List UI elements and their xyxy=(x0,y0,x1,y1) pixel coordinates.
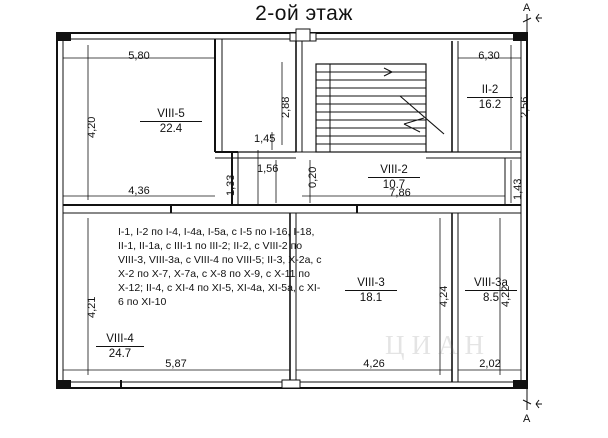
dim-mid-span: 7,86 xyxy=(389,187,411,199)
dim-vert-4-22: 4,22 xyxy=(500,285,512,307)
room-area: 8.5 xyxy=(465,290,517,305)
dim-inner-0-20: 0,20 xyxy=(307,166,319,188)
dim-inner-1-33: 1,33 xyxy=(225,174,237,196)
dim-bottom-mid: 4,26 xyxy=(363,358,385,370)
dim-top-right: 6,30 xyxy=(478,50,500,62)
page-title: 2-ой этаж xyxy=(255,2,353,25)
dim-inner-1-56: 1,56 xyxy=(257,163,279,175)
dim-bottom-left: 5,87 xyxy=(165,358,187,370)
dim-left-vert-top: 4,20 xyxy=(86,116,98,138)
room-area: 16.2 xyxy=(467,97,513,112)
room-area: 18.1 xyxy=(345,290,397,305)
room-label-viii-3 xyxy=(345,277,397,305)
room-label-viii-5 xyxy=(140,108,202,136)
dim-right-vert-1-43: 1,43 xyxy=(512,178,524,200)
dim-inner-1-45: 1,45 xyxy=(254,133,276,145)
room-label-ii-2 xyxy=(467,84,513,112)
room-name: VIII-4 xyxy=(106,333,134,345)
dim-right-vert-small: 2,56 xyxy=(519,96,531,118)
room-name: VIII-2 xyxy=(380,164,408,176)
room-area: 24.7 xyxy=(96,346,144,361)
room-name: VIII-3a xyxy=(474,277,508,289)
room-name: II-2 xyxy=(481,84,499,96)
room-area: 10.7 xyxy=(368,177,420,192)
dim-mid-left: 4,36 xyxy=(128,185,150,197)
section-mark-bottom: A xyxy=(523,413,531,425)
watermark: ЦИАН xyxy=(385,330,491,360)
room-label-viii-4 xyxy=(96,333,144,361)
dim-bottom-right: 2,02 xyxy=(479,358,501,370)
room-name: VIII-3 xyxy=(357,277,385,289)
dim-stair-vert: 2,88 xyxy=(280,96,292,118)
room-name: VIII-5 xyxy=(157,108,185,120)
dim-top-left: 5,80 xyxy=(128,50,150,62)
dim-left-vert-bottom: 4,21 xyxy=(86,296,98,318)
room-area: 22.4 xyxy=(140,121,202,136)
premises-note: I-1, I-2 по I-4, I-4a, I-5a, с I-5 по I-16, I-18, II-1, II-1a, с III-1 по III-2; II-2, с VIII-2 по VIII-3, VIII-3a, с VIII-4 по VIII-5; II-3, X-2a, с X-2 по X-7, X-7a, с X-8 по X-9, с X-11 по X-12; II-4, с XI-4 по XI-5, XI-4a, XI-5a, с XI-6 по XI-10 xyxy=(118,226,322,308)
section-mark-top: A xyxy=(523,2,531,14)
dim-vert-4-24: 4,24 xyxy=(438,285,450,307)
